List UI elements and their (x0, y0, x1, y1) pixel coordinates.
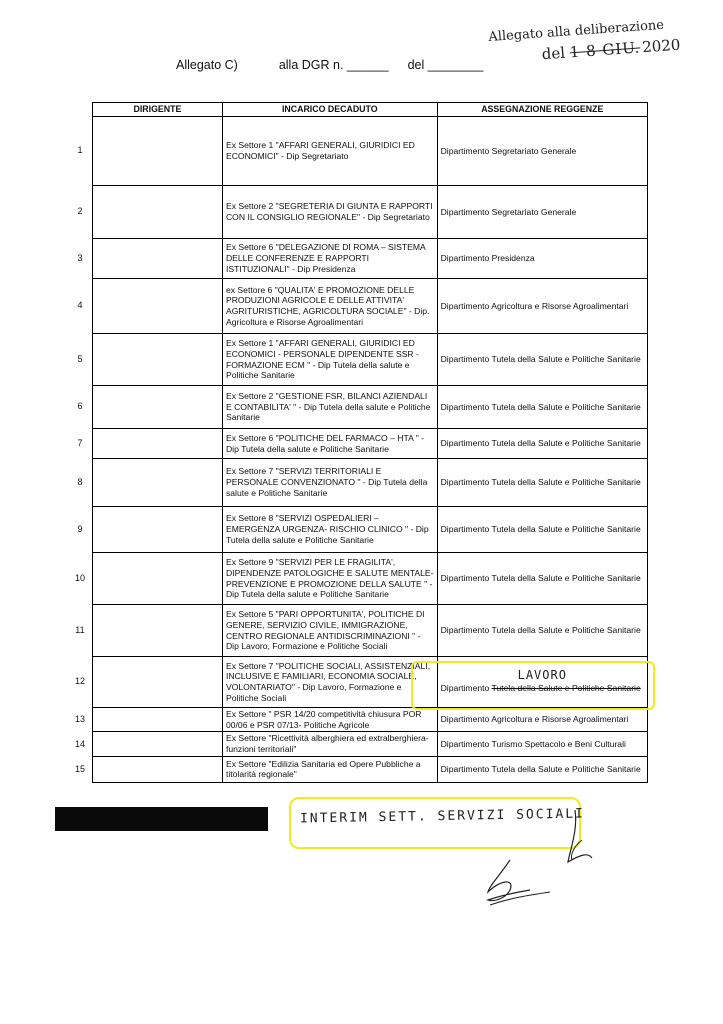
assegnazione-cell: Dipartimento Tutela della Salute e Politiche Sanitarie (437, 459, 647, 507)
dirigente-cell (92, 334, 222, 386)
table-row (68, 605, 648, 657)
row-number: 7 (68, 429, 92, 459)
stamp-date: 1 8 GIU. (569, 38, 641, 62)
table-row (68, 732, 648, 756)
incarico-cell: Ex Settore 2 "SEGRETERIA DI GIUNTA E RAPPORTI CON IL CONSIGLIO REGIONALE" - Dip Segretariato (222, 186, 437, 239)
index-header (68, 103, 92, 117)
stamp-year: 2020 (641, 35, 681, 57)
dirigente-cell (92, 429, 222, 459)
table-row (68, 429, 648, 459)
assegnazione-prefix: Dipartimento (440, 683, 490, 694)
dirigente-cell (92, 756, 222, 782)
assegnazione-cell: Dipartimento Tutela della Salute e Politiche Sanitarie (437, 605, 647, 657)
dirigente-cell (92, 386, 222, 429)
row-number: 8 (68, 459, 92, 507)
assegnazione-cell: Dipartimento Turismo Spettacolo e Beni Culturali (437, 732, 647, 756)
dirigente-cell (92, 186, 222, 239)
incarico-cell: Ex Settore "Ricettività alberghiera ed extralberghiera-funzioni territoriali" (222, 732, 437, 756)
assegnazione-cell: Dipartimento Tutela della Salute e Politiche Sanitarie (437, 507, 647, 553)
assegnazione-cell: Dipartimento Tutela della Salute e Politiche Sanitarie (437, 429, 647, 459)
assegnazione-cell: Dipartimento Agricoltura e Risorse Agroalimentari (437, 708, 647, 732)
assegnazione-cell: Dipartimento Segretariato Generale (437, 186, 647, 239)
dirigente-cell (92, 553, 222, 605)
column-header-incarico: INCARICO DECADUTO (222, 103, 437, 117)
handwritten-lavoro: LAVORO (517, 668, 567, 683)
assegnazione-cell: Dipartimento Tutela della Salute e Politiche Sanitarie (437, 553, 647, 605)
table-row (68, 708, 648, 732)
table-row (68, 239, 648, 279)
dirigente-cell (92, 117, 222, 186)
table-row (68, 507, 648, 553)
incarico-cell: Ex Settore 1 "AFFARI GENERALI, GIURIDICI ED ECONOMICI - PERSONALE DIPENDENTE SSR - FORMAZIONE ECM " - Dip Tutela della salute e Politiche Sanitarie (222, 334, 437, 386)
document-header (176, 58, 506, 72)
row-number: 6 (68, 386, 92, 429)
incarico-cell: Ex Settore " PSR 14/20 competitività chiusura POR 00/06 e PSR 07/13- Politiche Agricole (222, 708, 437, 732)
dirigente-cell (92, 279, 222, 334)
dirigente-cell (92, 657, 222, 708)
dirigente-cell (92, 507, 222, 553)
row-number: 4 (68, 279, 92, 334)
dirigente-cell (92, 708, 222, 732)
row-number: 9 (68, 507, 92, 553)
incarico-cell: Ex Settore 6 "POLITICHE DEL FARMACO – HTA " - Dip Tutela della salute e Politiche Sanitarie (222, 429, 437, 459)
incarico-cell: Ex Settore 7 "POLITICHE SOCIALI, ASSISTENZIALI, INCLUSIVE E FAMILIARI, ECONOMIA SOCIALE, VOLONTARIATO" - Dip Lavoro, Formazione e Politiche Sociali (222, 657, 437, 708)
table-row (68, 386, 648, 429)
row-number: 12 (68, 657, 92, 708)
stamp-del: del (541, 43, 566, 64)
header-del: del ________ (407, 58, 484, 72)
table-row (68, 117, 648, 186)
header-allegato: Allegato C) (176, 58, 238, 72)
table-row (68, 459, 648, 507)
table-row (68, 186, 648, 239)
dirigente-cell (92, 605, 222, 657)
row-number: 2 (68, 186, 92, 239)
table-row (68, 553, 648, 605)
deliberation-stamp (488, 16, 690, 67)
row-number: 14 (68, 732, 92, 756)
dirigente-cell (92, 239, 222, 279)
incarico-cell: Ex Settore 5 "PARI OPPORTUNITA', POLITICHE DI GENERE, SERVIZIO CIVILE, IMMIGRAZIONE, CENTRO REGIONALE ANTIDISCRIMINAZIONI " - Dip Lavoro, Formazione e Politiche Sociali (222, 605, 437, 657)
header-dgr: alla DGR n. ______ (278, 58, 389, 72)
row-number: 3 (68, 239, 92, 279)
handwritten-note: INTERIM SETT. SERVIZI SOCIALI (299, 806, 586, 827)
row-number: 1 (68, 117, 92, 186)
row-number: 11 (68, 605, 92, 657)
redacted-block (55, 807, 268, 831)
incarico-cell: Ex Settore 8 "SERVIZI OSPEDALIERI – EMERGENZA URGENZA- RISCHIO CLINICO " - Dip Tutela della salute e Politiche Sanitarie (222, 507, 437, 553)
assegnazione-cell: Dipartimento Tutela della Salute e Politiche Sanitarie (437, 334, 647, 386)
table-row (68, 756, 648, 782)
incarico-cell: Ex Settore 9 "SERVIZI PER LE FRAGILITA', DIPENDENZE PATOLOGICHE E SALUTE MENTALE- PREVENZIONE E PROMOZIONE DELLA SALUTE " - Dip Tutela della salute e Politiche Sanitarie (222, 553, 437, 605)
row-number: 10 (68, 553, 92, 605)
assegnazione-cell: Dipartimento Presidenza (437, 239, 647, 279)
incarico-cell: Ex Settore 2 "GESTIONE FSR, BILANCI AZIENDALI E CONTABILITA' " - Dip Tutela della salute e Politiche Sanitarie (222, 386, 437, 429)
incarico-cell: Ex Settore "Edilizia Sanitaria ed Opere Pubbliche a titolarità regionale" (222, 756, 437, 782)
assegnazione-cell: Dipartimento Agricoltura e Risorse Agroalimentari (437, 279, 647, 334)
incarico-cell: Ex Settore 7 "SERVIZI TERRITORIALI E PERSONALE CONVENZIONATO " - Dip Tutela della salute e Politiche Sanitarie (222, 459, 437, 507)
assegnazione-cell: Dipartimento Tutela della Salute e Politiche Sanitarie (437, 386, 647, 429)
row-number: 15 (68, 756, 92, 782)
table-row (68, 334, 648, 386)
table-row (68, 279, 648, 334)
stamp-line1: Allegato alla deliberazione (488, 17, 665, 45)
assegnazione-cell: Dipartimento Tutela della Salute e Politiche Sanitarie (437, 756, 647, 782)
incarico-cell: Ex Settore 6 "DELEGAZIONE DI ROMA – SISTEMA DELLE CONFERENZE E RAPPORTI ISTITUZIONALI" - Dip Presidenza (222, 239, 437, 279)
column-header-dirigente: DIRIGENTE (92, 103, 222, 117)
column-header-assegnazione: ASSEGNAZIONE REGGENZE (437, 103, 647, 117)
dirigente-cell (92, 732, 222, 756)
incarico-cell: Ex Settore 1 "AFFARI GENERALI, GIURIDICI ED ECONOMICI" - Dip Segretariato (222, 117, 437, 186)
highlight-row12 (411, 661, 655, 710)
incarico-cell: ex Settore 6 "QUALITA' E PROMOZIONE DELLE PRODUZIONI AGRICOLE E DELLE ATTIVITA' AGRITURISTICHE, AGRICOLTURA SOCIALE" - Dip. Agricoltura e Risorse Agroalimentari (222, 279, 437, 334)
table-header-row (68, 103, 648, 117)
row-number: 13 (68, 708, 92, 732)
row-number: 5 (68, 334, 92, 386)
signature-scribble-icon (470, 800, 610, 920)
assegnazione-struck: Tutela della Salute e Politiche Sanitarie (491, 683, 641, 694)
dirigente-cell (92, 459, 222, 507)
assegnazione-cell: Dipartimento Segretariato Generale (437, 117, 647, 186)
